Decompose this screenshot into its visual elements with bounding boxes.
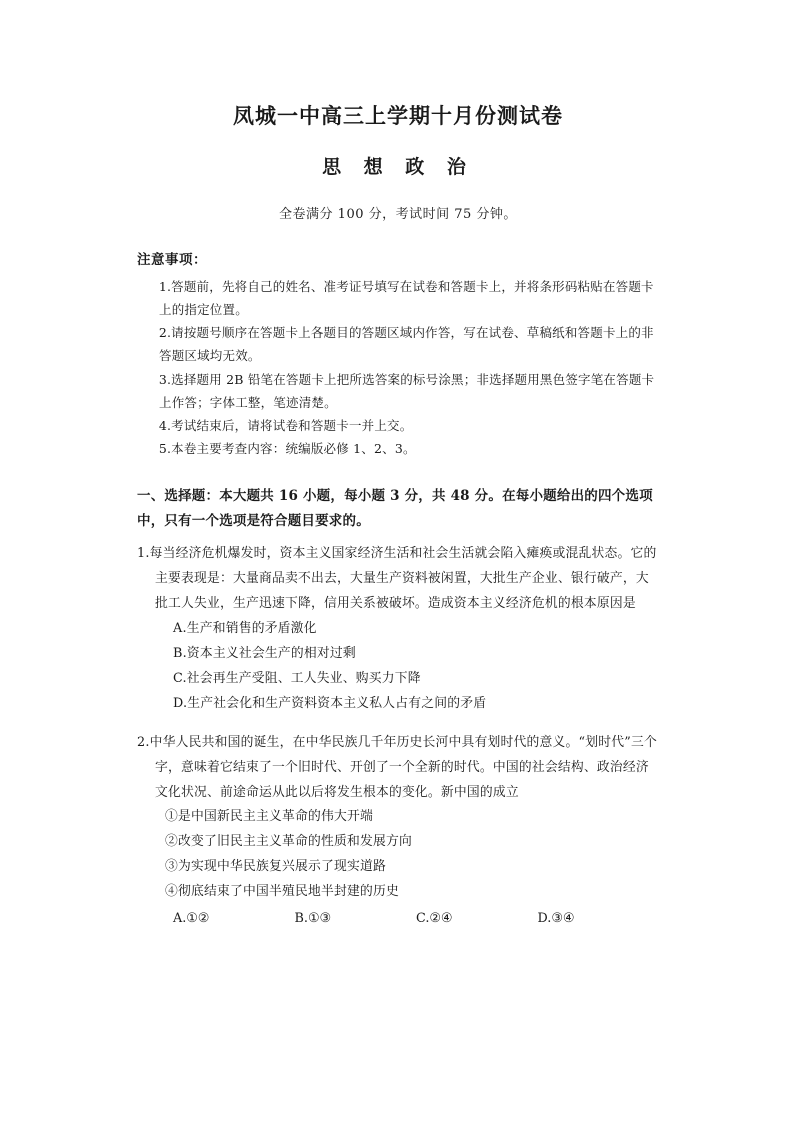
notice-item: 1.答题前，先将自己的姓名、准考证号填写在试卷和答题卡上，并将条形码粘贴在答题卡上的指定位置。 [158,279,654,318]
question-1-text: 每当经济危机爆发时，资本主义国家经济生活和社会生活就会陷入瘫痪或混乱状态。它的主要表现是：大量商品卖不出去，大量生产资料被闲置，大批生产企业、银行破产，大批工人失业，生产迅速下降，信用关系被破坏。造成资本主义经济危机的根本原因是 [149,545,657,611]
question-2-choice-b: B.①③ [294,911,331,927]
question-1-option-a: A.生产和销售的矛盾激化 [173,620,317,636]
notice-item: 5.本卷主要考查内容：统编版必修 1、2、3。 [158,440,416,456]
question-1-option-c: C.社会再生产受阻、工人失业、购买力下降 [173,670,421,686]
question-2-choice-d: D.③④ [537,911,575,927]
page-title: 凤城一中高三上学期十月份测试卷 [233,103,563,128]
question-1-number: 1. [137,545,150,561]
notice-item: 4.考试结束后，请将试卷和答题卡一并上交。 [158,417,413,433]
question-1 [137,542,659,717]
question-2-statement-3: ③为实现中华民族复兴展示了现实道路 [165,859,386,875]
question-1-option-b: B.资本主义社会生产的相对过剩 [173,645,356,661]
question-2-statement-2: ②改变了旧民主主义革命的性质和发展方向 [165,834,412,850]
exam-info-line: 全卷满分 100 分，考试时间 75 分钟。 [279,207,517,222]
question-2-choice-a: A.①② [173,911,210,927]
question-2-number: 2. [137,734,150,750]
question-2-stem [137,731,659,806]
page-content [137,100,659,938]
subject-title: 思 想 政 治 [322,156,474,178]
question-2-statement-1: ①是中国新民主主义革命的伟大开端 [165,809,373,825]
notice-heading: 注意事项： [137,252,207,268]
section-one-heading: 一、选择题：本大题共 16 小题，每小题 3 分，共 48 分。在每小题给出的四个选项中，只有一个选项是符合题目要求的。 [137,488,653,529]
question-2-choices [137,907,659,932]
question-2-choice-c: C.②④ [416,911,453,927]
notice-list [137,275,659,460]
notice-item: 3.选择题用 2B 铅笔在答题卡上把所选答案的标号涂黑；非选择题用黑色签字笔在答题卡上作答；字体工整，笔迹清楚。 [158,371,655,410]
question-2-statement-4: ④彻底结束了中国半殖民地半封建的历史 [165,884,399,900]
question-1-option-d: D.生产社会化和生产资料资本主义私人占有之间的矛盾 [173,695,487,711]
question-spacer [137,723,659,731]
question-2 [137,731,659,933]
question-2-text: 中华人民共和国的诞生，在中华民族几千年历史长河中具有划时代的意义。“划时代”三个字，意味着它结束了一个旧时代、开创了一个全新的时代。中国的社会结构、政治经济文化状况、前途命运从此以后将发生根本的变化。新中国的成立 [149,734,657,800]
question-1-stem [137,542,659,617]
notice-item: 2.请按题号顺序在答题卡上各题目的答题区域内作答，写在试卷、草稿纸和答题卡上的非答题区域均无效。 [158,325,654,364]
